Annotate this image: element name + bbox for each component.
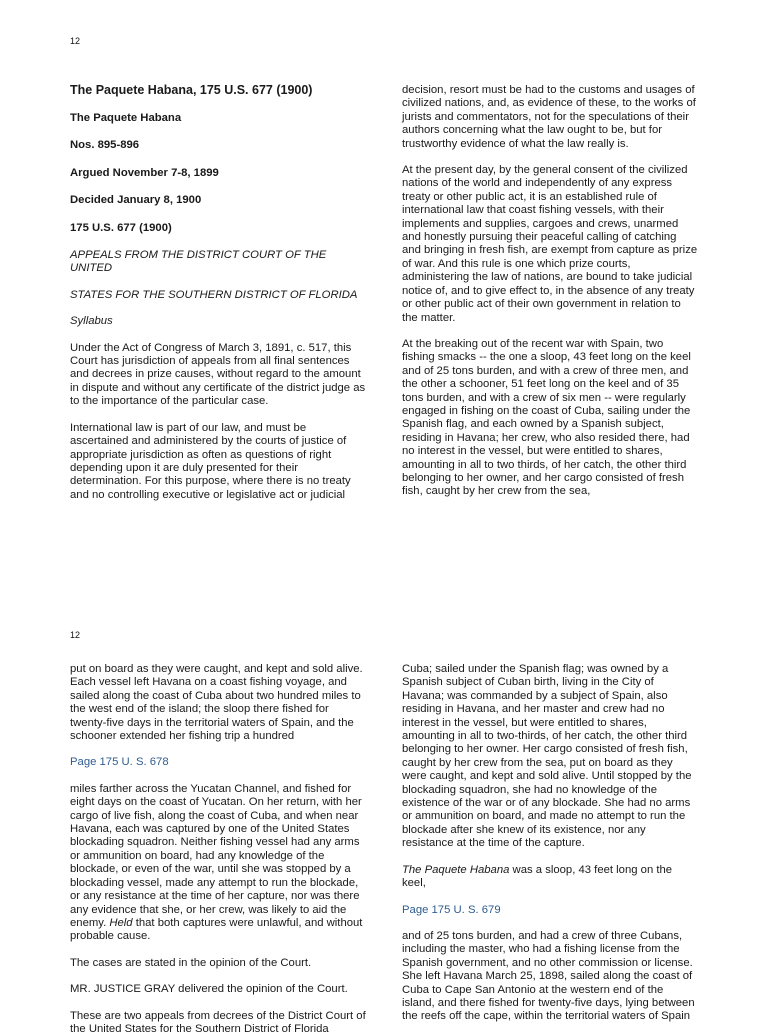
text: was a sloop, 43 feet long on the keel, <box>402 863 673 890</box>
citation: 175 U.S. 677 (1900) <box>70 221 172 234</box>
text: that both captures were unlawful, and without probable cause. <box>70 916 363 943</box>
page-number: 12 <box>70 36 81 46</box>
case-title: The Paquete Habana, 175 U.S. 677 (1900) <box>70 83 313 97</box>
appeals-heading-2: STATES FOR THE SOUTHERN DISTRICT OF FLORIDA <box>70 288 358 301</box>
held-text: Held <box>109 916 133 929</box>
paragraph: and of 25 tons burden, and had a crew of three Cubans, including the master, who had a fishing license from the Spanish government, and no other commission or license. She left Havana March 25, 1898, sailed along the coast of Cuba to Cape San Antonio at the western end of the island, and there fished for twenty-five days, lying between the reefs off the cape, within the territorial waters of Spain <box>402 929 695 1023</box>
page-reference-link[interactable]: Page 175 U. S. 678 <box>70 756 169 769</box>
paragraph <box>70 783 366 944</box>
paragraph: MR. JUSTICE GRAY delivered the opinion of the Court. <box>70 983 348 996</box>
left-column-page-2 <box>70 663 366 1035</box>
paragraph: At the breaking out of the recent war with Spain, two fishing smacks -- the one a sloop, 43 feet long on the keel and of 25 tons burden, and with a crew of three men, and the other a schooner, 51 feet long on the keel and of 35 tons burden, and with a crew of six men -- were regularly engaged in fishing on the coast of Cuba, sailing under the Spanish flag, and each owned by a Spanish subject, residing in Havana; her crew, who also resided there, had no interest in the vessel, but were entitled to shares, amounting in all to two thirds, of her catch, the other third belonging to her owner, and her cargo consisted of fresh fish, caught by her crew from the sea, <box>402 337 691 498</box>
appeals-heading-1: APPEALS FROM THE DISTRICT COURT OF THE UNITED <box>70 249 327 275</box>
case-name-italic: The Paquete Habana <box>402 863 510 876</box>
right-column-page-1 <box>402 84 698 514</box>
syllabus-heading: Syllabus <box>70 315 113 328</box>
paragraph: The cases are stated in the opinion of the Court. <box>70 956 312 969</box>
paragraph <box>402 864 698 891</box>
paragraph: Under the Act of Congress of March 3, 1891, c. 517, this Court has jurisdiction of appeals from all final sentences and decrees in prize causes, without regard to the amount in dispute and without any certificate of the district judge as to the importance of the particular case. <box>70 341 366 408</box>
paragraph: put on board as they were caught, and kept and sold alive. Each vessel left Havana on a coast fishing voyage, and sailed along the coast of Cuba about two hundred miles to the west end of the island; the sloop there fished for twenty-five days in the territorial waters of Spain, and the schooner extended her fishing trip a hundred <box>70 663 363 743</box>
right-column-page-2 <box>402 663 698 1024</box>
paragraph: These are two appeals from decrees of the District Court of the United States for the Southern District of Florida <box>70 1009 366 1035</box>
decided-date: Decided January 8, 1900 <box>70 194 202 207</box>
case-name: The Paquete Habana <box>70 112 182 124</box>
paragraph: Cuba; sailed under the Spanish flag; was owned by a Spanish subject of Cuban birth, living in the City of Havana; was commanded by a subject of Spain, also residing in Havana, and her master and crew had no interest in the vessel, but were entitled to shares, amounting in all to two-thirds, of her catch, the other third belonging to her owner. Her cargo consisted of fresh fish, caught by her crew from the sea, put on board as they were caught, and kept and sold alive. Until stopped by the blockading squadron, she had no knowledge of the existence of the war or of any blockade. She had no arms or ammunition on board, and made no attempt to run the blockade after she knew of its existence, nor any resistance at the time of the capture. <box>402 663 692 850</box>
text: miles farther across the Yucatan Channel, and fished for eight days on the coast of Yucatan. On her return, with her cargo of live fish, along the coast of Cuba, and when near Havana, each was captured by one of the United States blockading squadron. Neither fishing vessel had any arms or ammunition on board, had any knowledge of the blockade, or even of the war, until she was stopped by a blockading vessel, made any attempt to run the blockade, or any resistance at the time of her capture, nor was there any evidence that she, or her crew, was likely to aid the enemy. <box>70 782 362 929</box>
page-reference-link[interactable]: Page 175 U. S. 679 <box>402 903 501 916</box>
page-number: 12 <box>70 630 81 640</box>
paragraph: International law is part of our law, and must be ascertained and administered by the courts of justice of appropriate jurisdiction as often as questions of right depending upon it are duly presented for their determination. For this purpose, where there is no treaty and no controlling executive or legislative act or judicial <box>70 421 351 501</box>
argued-date: Argued November 7-8, 1899 <box>70 166 219 179</box>
paragraph: At the present day, by the general consent of the civilized nations of the world and independently of any express treaty or other public act, it is an established rule of international law that coast fishing vessels, with their implements and supplies, cargoes and crews, unarmed and honestly pursuing their peaceful calling of catching and bringing in fresh fish, are exempt from capture as prize of war. And this rule is one which prize courts, administering the law of nations, are bound to take judicial notice of, and to give effect to, in the absence of any treaty or other public act of their own government in relation to the matter. <box>402 164 698 324</box>
paragraph: decision, resort must be had to the customs and usages of civilized nations, and, as evidence of these, to the works of jurists and commentators, not for the speculations of their authors concerning what the law ought to be, but for trustworthy evidence of what the law really is. <box>402 84 696 150</box>
left-column-page-1 <box>70 83 366 515</box>
docket-numbers: Nos. 895-896 <box>70 139 140 152</box>
